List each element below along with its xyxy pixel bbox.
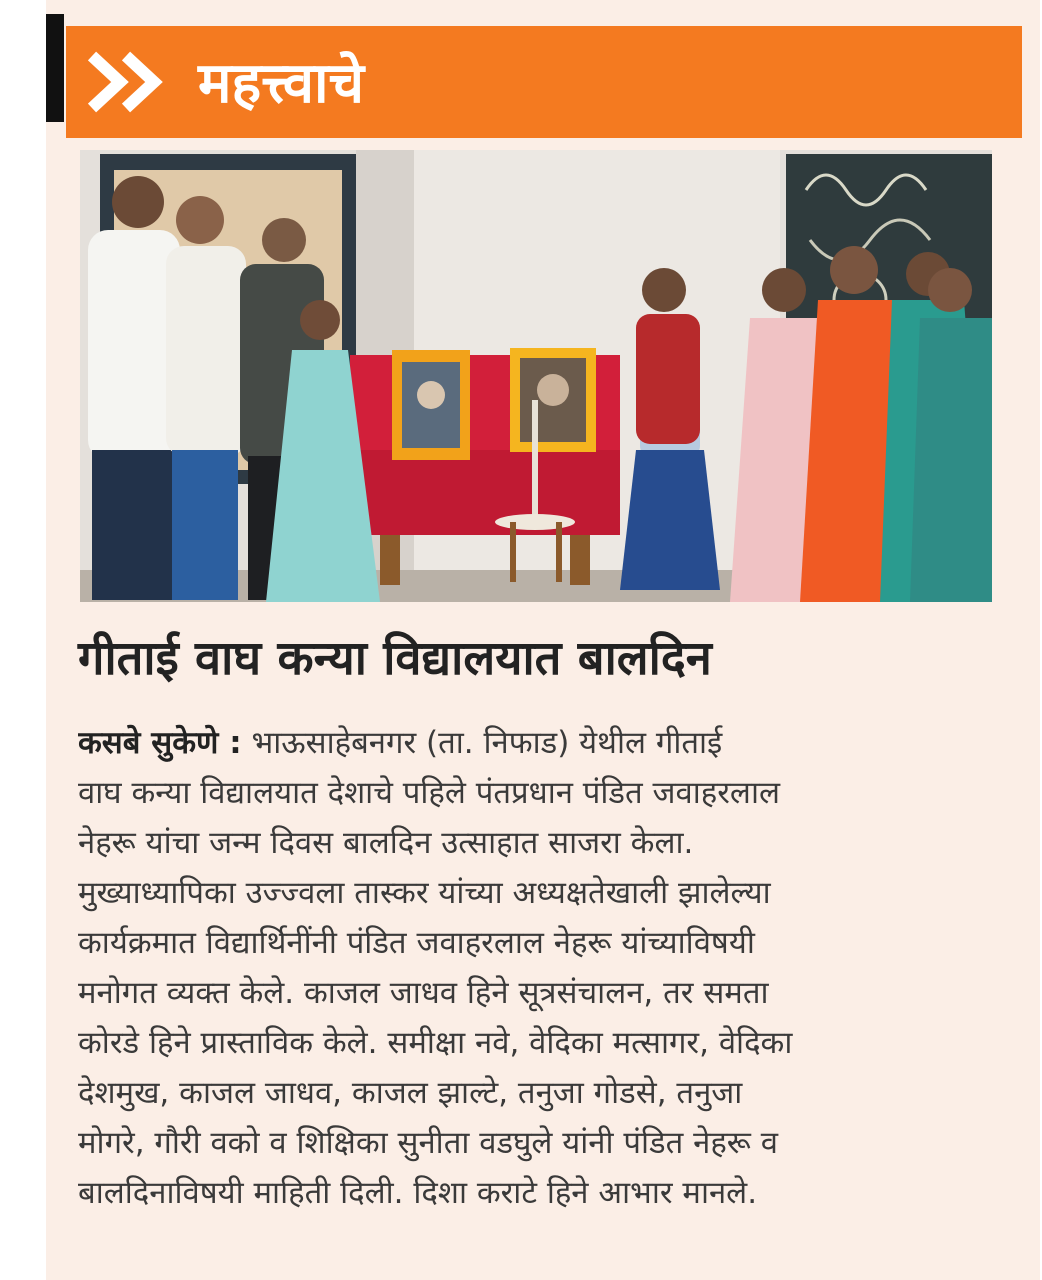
article-line: देशमुख, काजल जाधव, काजल झाल्टे, तनुजा गोडसे, तनुजा (78, 1075, 743, 1111)
article-line: कसबे सुकेणे : भाऊसाहेबनगर (ता. निफाड) येथील गीताई (78, 725, 723, 761)
article-line: कोरडे हिने प्रास्ताविक केले. समीक्षा नवे, वेदिका मत्सागर, वेदिका (78, 1025, 793, 1061)
section-title: महत्त्वाचे (198, 51, 365, 116)
double-chevron-right-icon (86, 50, 168, 114)
article-headline: गीताई वाघ कन्या विद्यालयात बालदिन (78, 631, 712, 686)
event-photo (80, 150, 992, 602)
article-line: मुख्याध्यापिका उज्ज्वला तास्कर यांच्या अध्यक्षतेखाली झालेल्या (78, 875, 771, 911)
section-header (66, 26, 1022, 138)
article-line: नेहरू यांचा जन्म दिवस बालदिन उत्साहात साजरा केला. (78, 825, 694, 861)
article-line: कार्यक्रमात विद्यार्थिनींनी पंडित जवाहरलाल नेहरू यांच्याविषयी (78, 925, 755, 961)
dateline: कसबे सुकेणे : (78, 725, 242, 761)
section-accent-bar (46, 14, 64, 122)
article-line: मोगरे, गौरी वको व शिक्षिका सुनीता वडघुले यांनी पंडित नेहरू व (78, 1125, 778, 1161)
article-line: बालदिनाविषयी माहिती दिली. दिशा कराटे हिने आभार मानले. (78, 1175, 758, 1211)
article-body (78, 718, 1018, 1218)
article-line: वाघ कन्या विद्यालयात देशाचे पहिले पंतप्रधान पंडित जवाहरलाल (78, 775, 780, 811)
article-line: मनोगत व्यक्त केले. काजल जाधव हिने सूत्रसंचालन, तर समता (78, 975, 769, 1011)
